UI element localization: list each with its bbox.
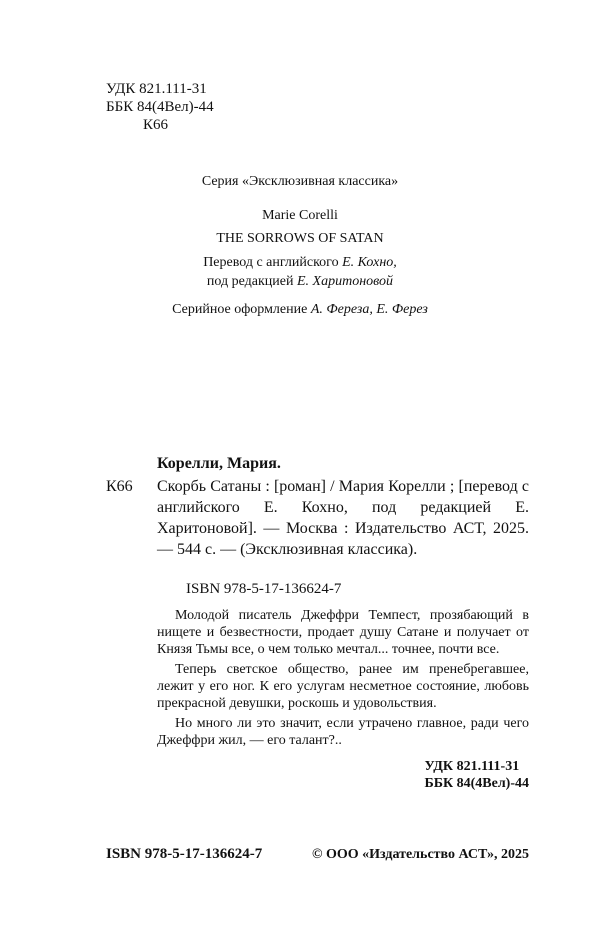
editor-name: Е. Харитоновой bbox=[297, 274, 394, 289]
author-mark: К66 bbox=[143, 117, 169, 133]
design-prefix: Серийное оформление bbox=[172, 302, 311, 317]
annotation-paragraph: Теперь светское общество, ранее им пренебрегавшее, лежит у его ног. К его услугам несметное состояние, любовь прекрасной девушки, роскошь и удовольствия. bbox=[157, 662, 529, 711]
annotation-paragraph: Но много ли это значит, если утрачено главное, ради чего Джеффри жил, — его талант?.. bbox=[157, 716, 529, 748]
translation-line-2 bbox=[0, 274, 600, 290]
bib-isbn: ISBN 978-5-17-136624-7 bbox=[186, 581, 342, 597]
footer-codes bbox=[424, 758, 529, 792]
bib-description: Скорбь Сатаны : [роман] / Мария Корелли ; [перевод с английского Е. Кохно, под редакцией Е. Харитоновой]. — Москва : Издательство АСТ, 2025. — 544 с. — (Эксклюзивная классика). bbox=[157, 478, 529, 558]
annotation-paragraph: Молодой писатель Джеффри Темпест, прозябающий в нищете и безвестности, продает душу Сатане и получает от Князя Тьмы все, о чем только мечтал... точнее, почти все. bbox=[157, 608, 529, 657]
udk-code: УДК 821.111-31 bbox=[106, 81, 207, 97]
bottom-isbn: ISBN 978-5-17-136624-7 bbox=[106, 846, 263, 862]
author-heading: Корелли, Мария. bbox=[157, 455, 281, 472]
footer-udk: УДК 821.111-31 bbox=[424, 759, 520, 774]
design-credit bbox=[0, 302, 600, 318]
copyright-notice: © ООО «Издательство АСТ», 2025 bbox=[311, 847, 529, 862]
original-title: THE SORROWS OF SATAN bbox=[216, 231, 384, 246]
original-author: Marie Corelli bbox=[262, 208, 338, 223]
classification-codes bbox=[106, 80, 214, 134]
footer-bbk: ББК 84(4Вел)-44 bbox=[424, 776, 529, 791]
designer-names: А. Фереза, Е. Ферез bbox=[310, 302, 428, 317]
series-label: Серия «Эксклюзивная классика» bbox=[201, 174, 399, 189]
bbk-code: ББК 84(4Вел)-44 bbox=[106, 99, 214, 115]
annotation bbox=[157, 607, 529, 749]
translator-name: Е. Кохно, bbox=[342, 255, 397, 270]
bib-author-mark: К66 bbox=[106, 478, 133, 495]
translation-line-1 bbox=[0, 255, 600, 271]
translation-prefix: Перевод с английского bbox=[203, 255, 343, 270]
editor-prefix: под редакцией bbox=[206, 274, 297, 289]
